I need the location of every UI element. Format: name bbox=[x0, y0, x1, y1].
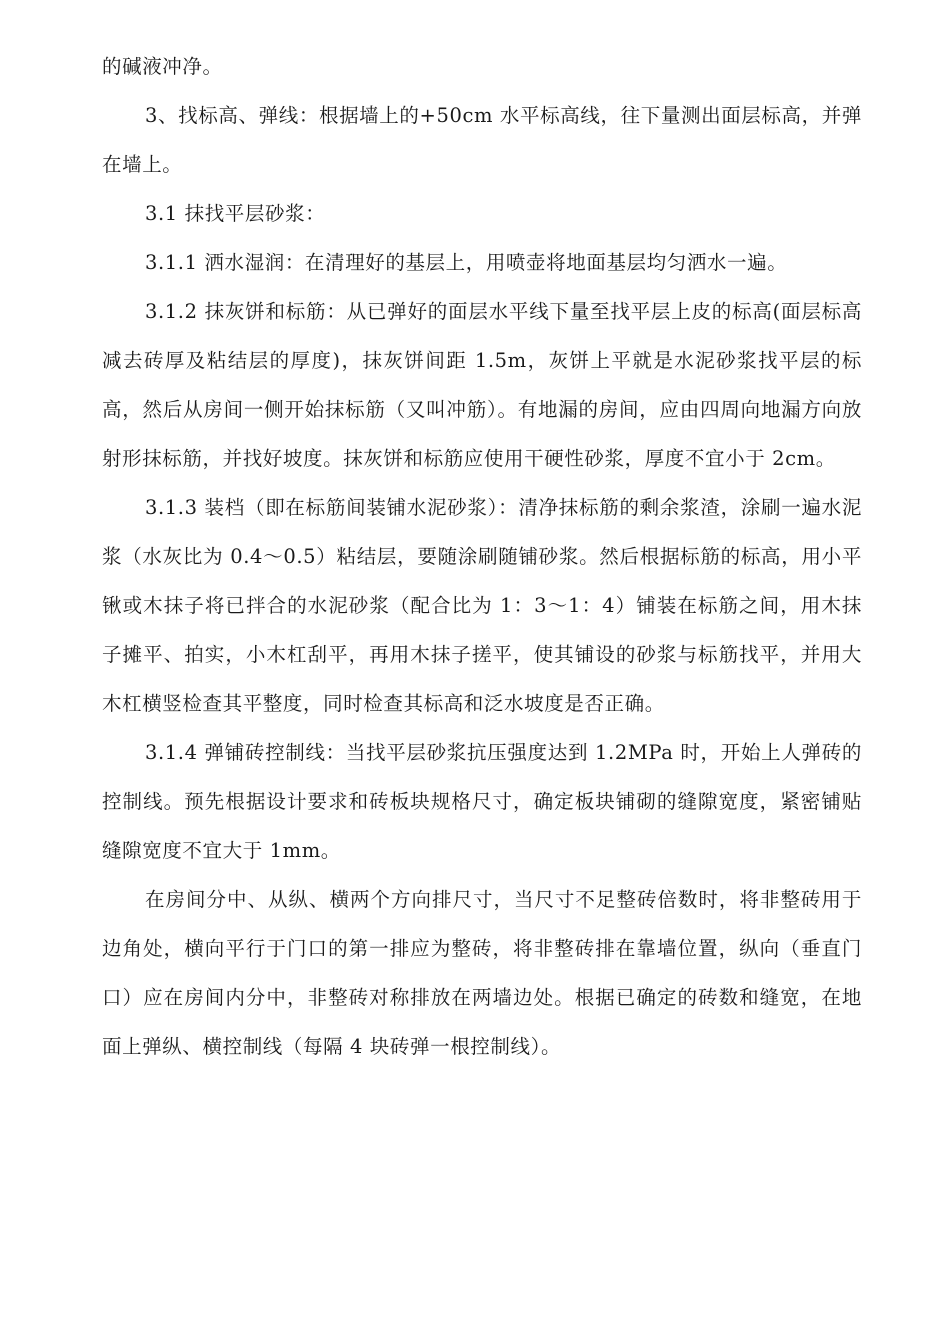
paragraph-continuation: 的碱液冲净。 bbox=[102, 55, 223, 78]
document-page bbox=[102, 42, 862, 1071]
paragraph-3-1-4: 3.1.4 弹铺砖控制线：当找平层砂浆抗压强度达到 1.2MPa 时，开始上人弹砖的控制线。预先根据设计要求和砖板块规格尺寸，确定板块铺砌的缝隙宽度，紧密铺贴缝隙宽度不宜大于 1mm。 bbox=[102, 741, 862, 862]
paragraph-3-1-1: 3.1.1 洒水湿润：在清理好的基层上，用喷壶将地面基层均匀洒水一遍。 bbox=[145, 251, 788, 274]
paragraph-find-elevation: 3、找标高、弹线：根据墙上的+50cm 水平标高线，往下量测出面层标高，并弹在墙上。 bbox=[102, 104, 862, 176]
paragraph-layout-lines: 在房间分中、从纵、横两个方向排尺寸，当尺寸不足整砖倍数时，将非整砖用于边角处，横向平行于门口的第一排应为整砖，将非整砖排在靠墙位置，纵向（垂直门口）应在房间内分中，非整砖对称排放在两墙边处。根据已确定的砖数和缝宽，在地面上弹纵、横控制线（每隔 4 块砖弹一根控制线）。 bbox=[102, 888, 862, 1058]
heading-3-1: 3.1 抹找平层砂浆： bbox=[145, 202, 326, 225]
paragraph-3-1-2: 3.1.2 抹灰饼和标筋：从已弹好的面层水平线下量至找平层上皮的标高(面层标高减去砖厚及粘结层的厚度)，抹灰饼间距 1.5m，灰饼上平就是水泥砂浆找平层的标高，然后从房间一侧开始抹标筋（又叫冲筋）。有地漏的房间，应由四周向地漏方向放射形抹标筋，并找好坡度。抹灰饼和标筋应使用干硬性砂浆，厚度不宜小于 2cm。 bbox=[102, 300, 862, 470]
paragraph-3-1-3: 3.1.3 装档（即在标筋间装铺水泥砂浆）：清净抹标筋的剩余浆渣，涂刷一遍水泥浆（水灰比为 0.4～0.5）粘结层，要随涂刷随铺砂浆。然后根据标筋的标高，用小平锹或木抹子将已拌合的水泥砂浆（配合比为 1：3～1：4）铺装在标筋之间，用木抹子摊平、拍实，小木杠刮平，再用木抹子搓平，使其铺设的砂浆与标筋找平，并用大木杠横竖检查其平整度，同时检查其标高和泛水坡度是否正确。 bbox=[102, 496, 862, 715]
